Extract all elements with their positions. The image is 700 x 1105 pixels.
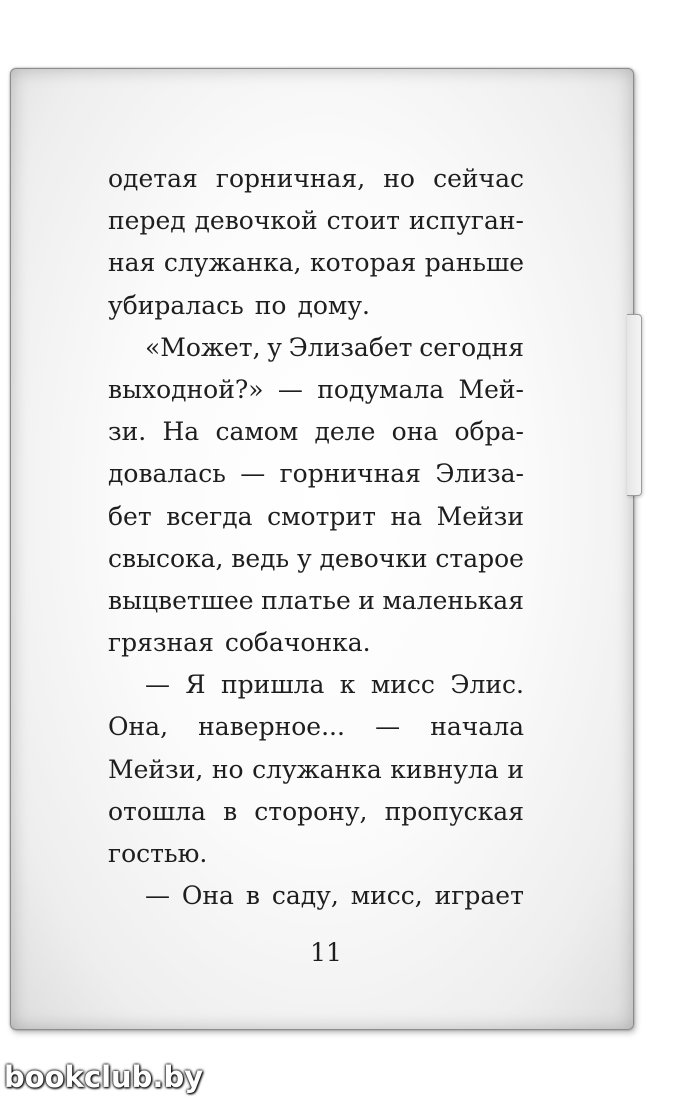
word: по — [254, 290, 287, 320]
word: — — [375, 712, 401, 742]
word: девочки — [319, 543, 428, 573]
word: собачонка. — [224, 628, 371, 658]
word: Она — [181, 881, 234, 911]
word: горничная, — [215, 164, 366, 193]
text-line — [108, 411, 524, 453]
page-number: 11 — [310, 938, 342, 967]
word: платье — [261, 585, 351, 615]
word: сторону, — [254, 796, 368, 826]
word: Она, — [108, 712, 169, 742]
word: раньше — [424, 248, 524, 278]
text-line — [108, 580, 524, 622]
word: наверное... — [198, 712, 345, 742]
word: которая — [310, 248, 417, 278]
text-line — [108, 285, 524, 327]
text-line — [108, 664, 524, 706]
word: — — [240, 459, 266, 489]
text-line — [108, 706, 524, 748]
word: Я — [185, 670, 206, 700]
word: смотрит — [267, 501, 376, 531]
word: пропуская — [384, 796, 524, 826]
text-line — [108, 158, 524, 200]
word: Мей- — [458, 374, 524, 404]
word: старое — [435, 543, 524, 573]
word: — — [145, 670, 170, 700]
word: мисс, — [350, 881, 423, 911]
word: на — [390, 501, 423, 531]
word: сегодня — [419, 332, 524, 362]
word: стоит — [326, 206, 400, 236]
word: сейчас — [433, 164, 524, 193]
word: пришла — [221, 670, 325, 700]
text-line — [108, 200, 524, 242]
word: горничная — [279, 459, 421, 489]
word: выходной?» — [108, 374, 264, 404]
word: и — [358, 585, 375, 615]
word: подумала — [317, 374, 445, 404]
word: бет — [108, 501, 152, 531]
text-line — [108, 622, 524, 664]
word: служанка — [252, 754, 382, 784]
word: кивнула — [390, 754, 499, 784]
word: ная — [108, 248, 156, 278]
text-line — [108, 242, 524, 284]
text-line — [108, 875, 524, 917]
word: девочкой — [194, 206, 318, 236]
text-line — [108, 538, 524, 580]
word: мисс — [370, 670, 435, 700]
word: служанка, — [163, 248, 302, 278]
word: — — [277, 374, 303, 404]
word: деле — [314, 417, 376, 447]
word: довалась — [108, 459, 226, 489]
word: в — [245, 881, 260, 911]
word: в — [223, 796, 238, 826]
word: Элиза- — [435, 459, 524, 489]
word: к — [339, 670, 356, 700]
word: но — [383, 164, 415, 193]
word: начала — [430, 712, 524, 742]
word: отошла — [108, 796, 206, 826]
word: но — [211, 754, 244, 784]
site-watermark: bookclub.by — [4, 1060, 204, 1094]
word: дому. — [297, 290, 370, 320]
text-line — [108, 496, 524, 538]
text-line — [108, 833, 524, 875]
word: выцветшее — [108, 585, 254, 615]
text-line — [108, 369, 524, 411]
word: и — [507, 754, 524, 784]
text-line — [108, 791, 524, 833]
word: у — [267, 332, 282, 362]
word: самом — [215, 417, 299, 447]
word: играет — [434, 881, 524, 911]
word: грязная — [108, 628, 214, 658]
word: зи. — [108, 417, 147, 447]
text-line — [108, 453, 524, 495]
text-line — [108, 327, 524, 369]
word: саду, — [271, 881, 339, 911]
word: у — [296, 543, 312, 573]
word: Элис. — [450, 670, 524, 700]
page-text — [108, 158, 524, 917]
word: одетая — [108, 164, 198, 193]
word: она — [391, 417, 439, 447]
word: гостью. — [108, 839, 208, 868]
word: испуган- — [408, 206, 524, 236]
word: На — [162, 417, 200, 447]
word: перед — [108, 206, 186, 236]
word: убиралась — [108, 290, 244, 320]
word: свысока, — [108, 543, 224, 573]
word: Мейзи, — [108, 754, 204, 784]
word: «Может, — [145, 332, 261, 362]
word: Мейзи — [436, 501, 524, 531]
text-line — [108, 749, 524, 791]
word: всегда — [166, 501, 253, 531]
word: маленькая — [382, 585, 524, 615]
word: — — [145, 881, 170, 911]
word: ведь — [231, 543, 290, 573]
word: Элизабет — [288, 332, 413, 362]
word: обра- — [454, 417, 524, 447]
